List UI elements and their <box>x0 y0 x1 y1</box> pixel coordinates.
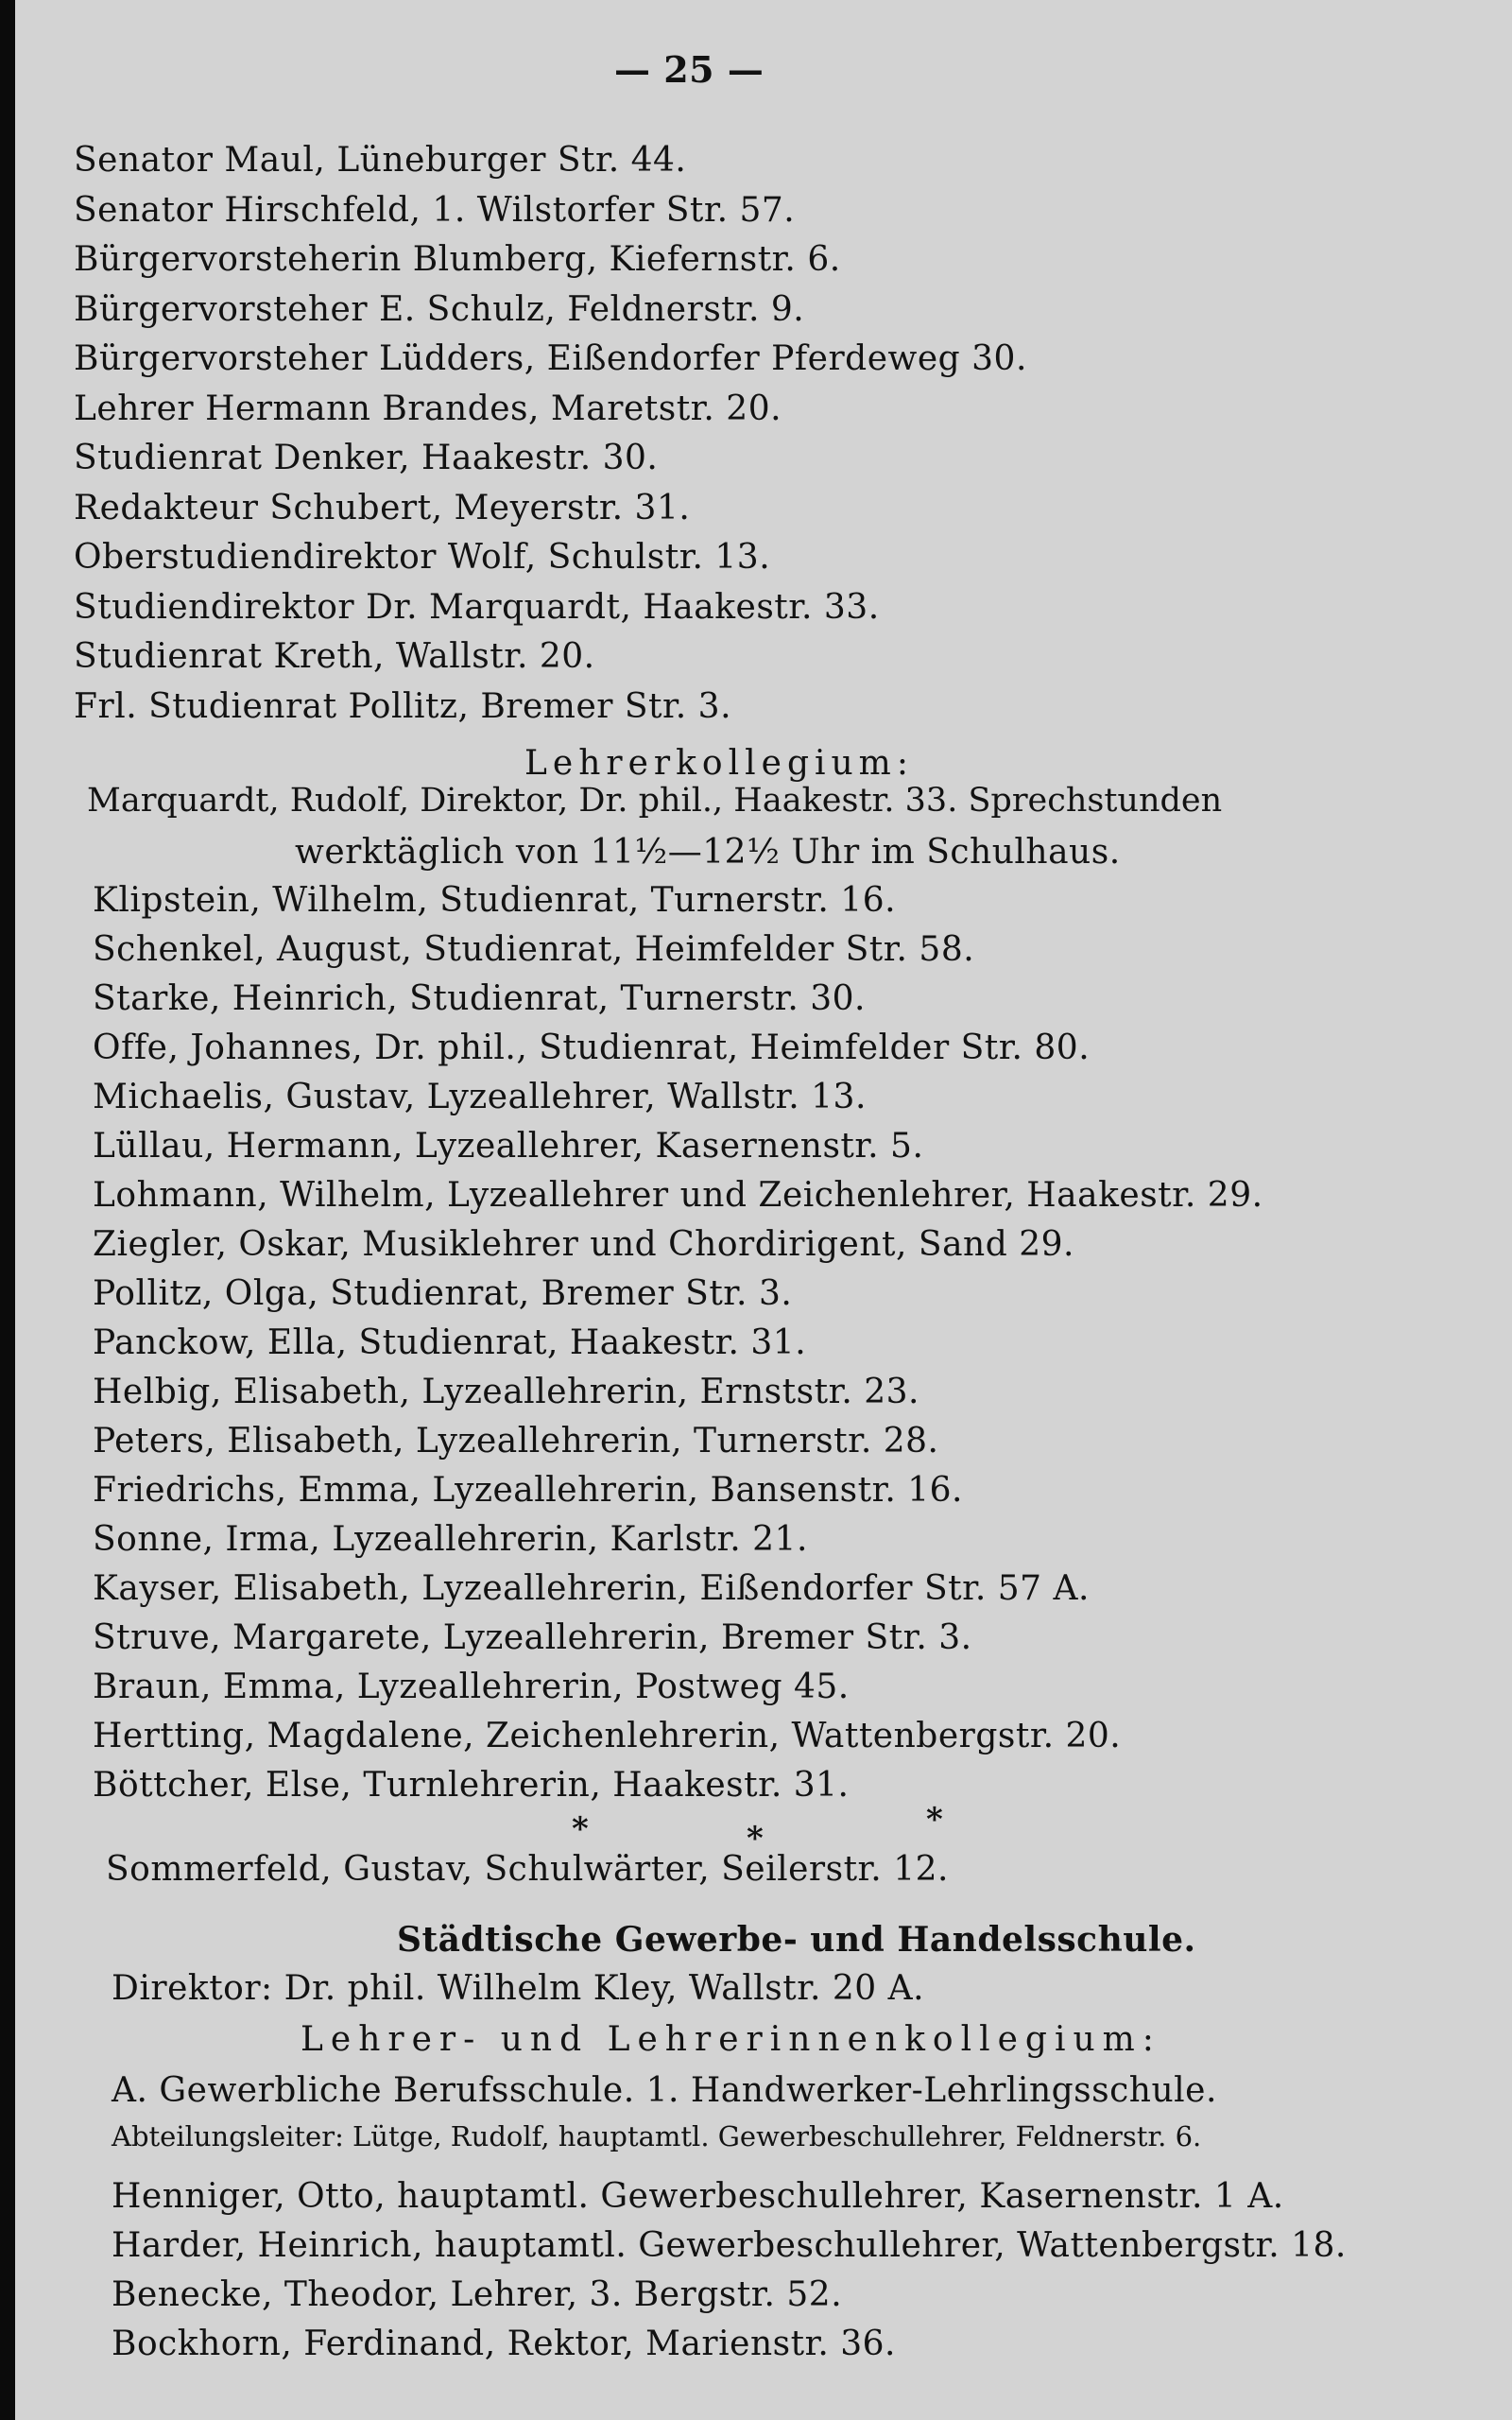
gewerbeschule-director: Direktor: Dr. phil. Wilhelm Kley, Wallstr. 20 A. <box>112 1969 925 2008</box>
abteilungsleiter-entry: Abteilungsleiter: Lütge, Rudolf, hauptamtl. Gewerbeschullehrer, Feldnerstr. 6. <box>112 2120 1202 2152</box>
teacher-entry: Bockhorn, Ferdinand, Rektor, Marienstr. 36. <box>112 2325 896 2363</box>
official-entry: Frl. Studienrat Pollitz, Bremer Str. 3. <box>74 687 732 726</box>
official-entry: Bürgervorsteher Lüdders, Eißendorfer Pferdeweg 30. <box>74 339 1027 378</box>
section-a-heading: A. Gewerbliche Berufsschule. 1. Handwerker-Lehrlingsschule. <box>112 2071 1217 2110</box>
teacher-entry: Panckow, Ella, Studienrat, Haakestr. 31. <box>93 1323 807 1362</box>
teacher-entry: Böttcher, Else, Turnlehrerin, Haakestr. 31. <box>93 1766 850 1805</box>
teacher-entry: Michaelis, Gustav, Lyzeallehrer, Wallstr. 13. <box>93 1078 867 1116</box>
official-entry: Studiendirektor Dr. Marquardt, Haakestr. 33. <box>74 588 880 627</box>
official-entry: Studienrat Kreth, Wallstr. 20. <box>74 637 595 676</box>
official-entry: Senator Hirschfeld, 1. Wilstorfer Str. 57. <box>74 191 796 230</box>
teacher-entry: Benecke, Theodor, Lehrer, 3. Bergstr. 52. <box>112 2275 843 2314</box>
official-entry: Studienrat Denker, Haakestr. 30. <box>74 439 659 477</box>
teacher-entry: Schenkel, August, Studienrat, Heimfelder Str. 58. <box>93 930 975 969</box>
gewerbeschule-title: Städtische Gewerbe- und Handelsschule. <box>397 1920 1196 1960</box>
separator-asterisk: * <box>926 1801 943 1839</box>
page-number: — 25 — <box>614 48 765 91</box>
teacher-entry: Kayser, Elisabeth, Lyzeallehrerin, Eißendorfer Str. 57 A. <box>93 1569 1090 1608</box>
director-entry-continuation: werktäglich von 11½—12½ Uhr im Schulhaus. <box>295 833 1121 872</box>
separator-asterisk: * <box>572 1810 589 1848</box>
teacher-entry: Offe, Johannes, Dr. phil., Studienrat, Heimfelder Str. 80. <box>93 1028 1091 1067</box>
official-entry: Bürgervorsteherin Blumberg, Kiefernstr. 6. <box>74 240 841 279</box>
kollegium-heading: Lehrer- und Lehrerinnenkollegium: <box>301 2020 1161 2059</box>
teacher-entry: Lüllau, Hermann, Lyzeallehrer, Kasernenstr. 5. <box>93 1127 924 1166</box>
teacher-entry: Ziegler, Oskar, Musiklehrer und Chordirigent, Sand 29. <box>93 1225 1074 1264</box>
official-entry: Bürgervorsteher E. Schulz, Feldnerstr. 9. <box>74 290 805 329</box>
custodian-entry: Sommerfeld, Gustav, Schulwärter, Seilerstr. 12. <box>106 1850 949 1889</box>
director-entry: Marquardt, Rudolf, Direktor, Dr. phil., Haakestr. 33. Sprechstunden <box>87 782 1223 820</box>
binding-edge <box>0 0 15 2420</box>
teacher-entry: Braun, Emma, Lyzeallehrerin, Postweg 45. <box>93 1668 850 1706</box>
official-entry: Senator Maul, Lüneburger Str. 44. <box>74 141 687 180</box>
official-entry: Oberstudiendirektor Wolf, Schulstr. 13. <box>74 538 771 577</box>
teacher-entry: Helbig, Elisabeth, Lyzeallehrerin, Ernststr. 23. <box>93 1373 919 1411</box>
separator-asterisk: * <box>747 1820 764 1858</box>
teacher-entry: Sonne, Irma, Lyzeallehrerin, Karlstr. 21. <box>93 1520 808 1559</box>
teacher-entry: Friedrichs, Emma, Lyzeallehrerin, Bansenstr. 16. <box>93 1471 963 1510</box>
teacher-entry: Struve, Margarete, Lyzeallehrerin, Bremer Str. 3. <box>93 1618 972 1657</box>
teacher-entry: Peters, Elisabeth, Lyzeallehrerin, Turnerstr. 28. <box>93 1422 939 1461</box>
teacher-entry: Klipstein, Wilhelm, Studienrat, Turnerstr. 16. <box>93 881 897 920</box>
teacher-entry: Starke, Heinrich, Studienrat, Turnerstr. 30. <box>93 979 866 1018</box>
teacher-entry: Lohmann, Wilhelm, Lyzeallehrer und Zeichenlehrer, Haakestr. 29. <box>93 1176 1263 1215</box>
official-entry: Redakteur Schubert, Meyerstr. 31. <box>74 489 691 527</box>
teacher-entry: Harder, Heinrich, hauptamtl. Gewerbeschullehrer, Wattenbergstr. 18. <box>112 2226 1347 2265</box>
teacher-entry: Hertting, Magdalene, Zeichenlehrerin, Wattenbergstr. 20. <box>93 1717 1122 1755</box>
official-entry: Lehrer Hermann Brandes, Maretstr. 20. <box>74 389 782 428</box>
teacher-entry: Pollitz, Olga, Studienrat, Bremer Str. 3. <box>93 1274 793 1313</box>
teacher-entry: Henniger, Otto, hauptamtl. Gewerbeschullehrer, Kasernenstr. 1 A. <box>112 2177 1284 2216</box>
lehrerkollegium-heading: Lehrerkollegium: <box>524 744 914 783</box>
